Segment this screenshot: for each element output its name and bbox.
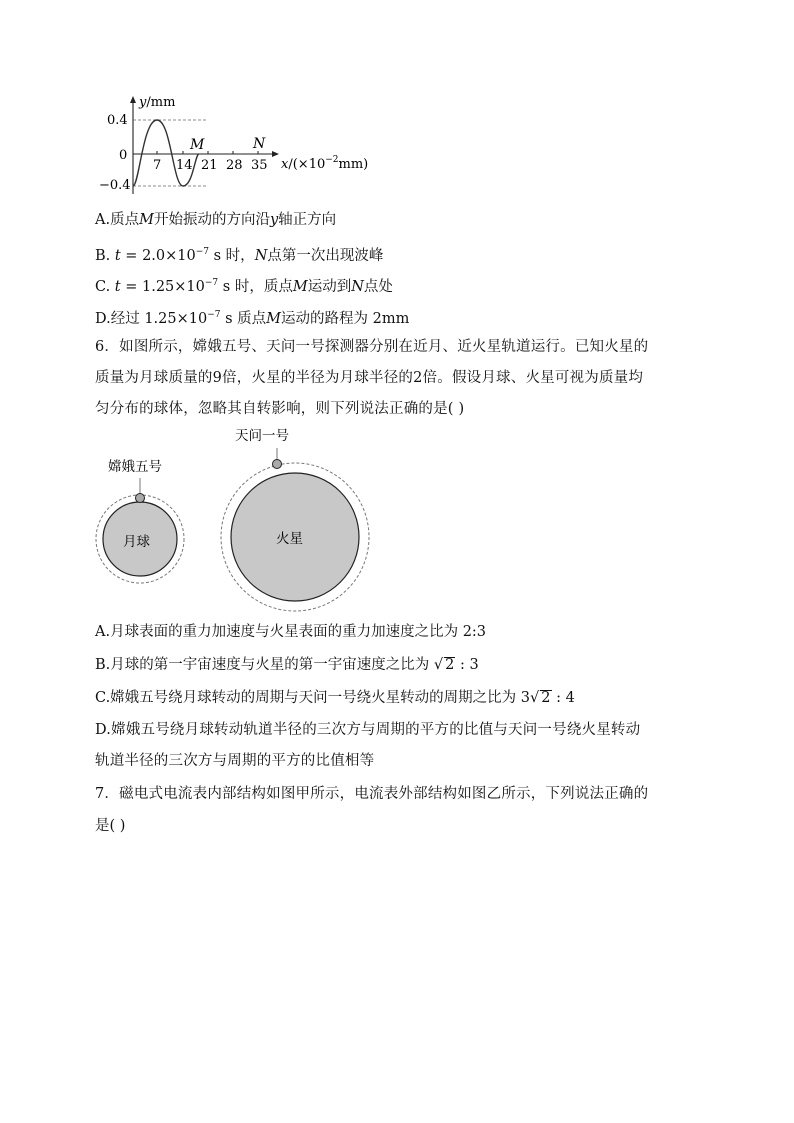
q7-stem-line-2: 是( ): [95, 818, 126, 834]
moon-label: 月球: [123, 534, 150, 550]
x-tick-35: 35: [251, 158, 268, 173]
chang-e-5-probe: [136, 494, 145, 503]
q5-option-b: B. $t = 2.0\times 10^{-7}$ s 时，N点第一次出现波峰: [95, 247, 384, 264]
q6-option-d-line-2: 轨道半径的三次方与周期的平方的比值相等: [95, 753, 375, 769]
point-m-label: M: [190, 137, 205, 153]
x-axis-label: $x/(\times 10^{-2}mm)$: [281, 155, 369, 172]
x-axis-arrow: [272, 151, 279, 157]
x-tick-7: 7: [153, 158, 162, 173]
sqrt-symbol: √: [530, 690, 540, 706]
q6-option-a: A.月球表面的重力加速度与火星表面的重力加速度之比为 2:3: [95, 624, 487, 640]
q6-option-d-line-1: D.嫦娥五号绕月球转动轨道半径的三次方与周期的平方的比值与天问一号绕火星转动: [95, 722, 641, 738]
y-tick-0.4: 0.4: [107, 113, 128, 128]
x-tick-21: 21: [201, 158, 218, 173]
q7-stem-line-1: 7．磁电式电流表内部结构如图甲所示，电流表外部结构如图乙所示，下列说法正确的: [95, 786, 649, 802]
q6-option-c: C.嫦娥五号绕月球转动的周期与天问一号绕火星转动的周期之比为 3√ 2 : 4: [95, 690, 575, 706]
wave-graph: [95, 92, 385, 200]
q6-stem-line-1: 6．如图所示，嫦娥五号、天问一号探测器分别在近月、近火星轨道运行。已知火星的: [95, 339, 649, 355]
x-tick-14: 14: [176, 158, 193, 173]
q5-option-a: A.质点M开始振动的方向沿y轴正方向: [95, 212, 337, 228]
q6-stem-line-2: 质量为月球质量的9倍，火星的半径为月球半径的2倍。假设月球、火星可视为质量均: [95, 370, 644, 386]
y-tick-0: 0: [119, 148, 128, 163]
tianwen-1-label: 天问一号: [235, 428, 289, 444]
orbit-figure: [90, 422, 390, 617]
q6-stem-line-3: 匀分布的球体，忽略其自转影响，则下列说法正确的是( ): [95, 401, 465, 417]
tianwen-1-probe: [273, 460, 282, 469]
x-tick-28: 28: [226, 158, 243, 173]
q5-option-c: C. $t = 1.25\times 10^{-7}$ s 时，质点M运动到N点处: [95, 278, 393, 295]
q5-option-d: D.经过 $1.25\times 10^{-7}$ s 质点M运动的路程为 2mm: [95, 310, 410, 327]
q6-option-b: B.月球的第一宇宙速度与火星的第一宇宙速度之比为 √ 2 : 3: [95, 657, 479, 673]
y-axis-arrow: [130, 96, 136, 103]
mars-label: 火星: [276, 531, 303, 547]
y-tick-neg0.4: −0.4: [99, 178, 131, 193]
y-axis-label: y/mm: [139, 95, 176, 110]
wave-curve: [133, 120, 199, 186]
sqrt-symbol: √: [433, 657, 444, 673]
point-n-label: N: [253, 136, 266, 152]
chang-e-5-label: 嫦娥五号: [108, 459, 162, 475]
